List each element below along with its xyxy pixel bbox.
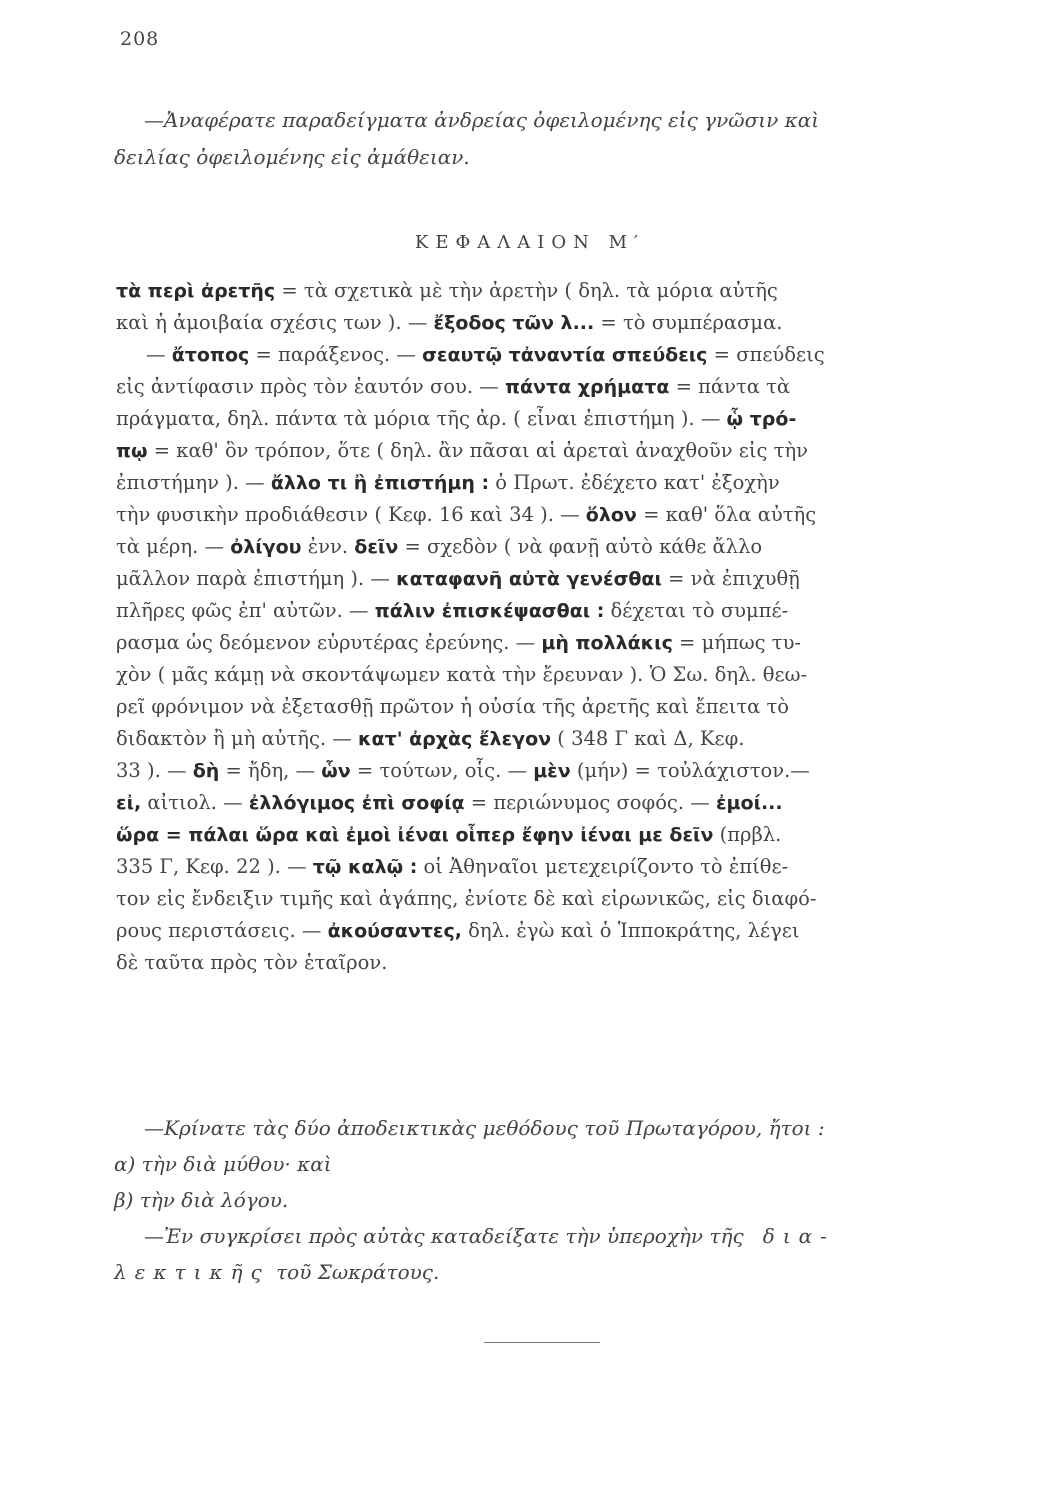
note-line	[116, 915, 990, 947]
commentary-notes	[116, 275, 990, 979]
spaced-word-part-2: λεκτικῆς	[114, 1260, 270, 1284]
note-text: = σχεδὸν ( νὰ φανῇ αὐτὸ κάθε ἄλλο	[398, 535, 763, 558]
spaced-word-part-1: δια-	[762, 1224, 835, 1248]
lemma-term: ὧν	[321, 760, 351, 782]
note-text: = μήπως τυ-	[672, 631, 802, 654]
note-text: ἐπιστήμην ). —	[116, 471, 271, 494]
note-line	[116, 787, 990, 819]
note-text: πράγματα, δηλ. πάντα τὰ μόρια τῆς ἀρ. ( εἶναι ἐπιστήμη ). —	[116, 407, 727, 430]
lemma-term: ὅλον	[585, 504, 637, 526]
note-text: 33 ). —	[116, 759, 193, 782]
lemma-term: πάντα χρήματα	[504, 376, 670, 398]
note-text: = πάντα τὰ	[669, 375, 791, 398]
final-question-line-5	[114, 1254, 994, 1290]
lemma-term: τὰ περὶ ἀρετῆς	[116, 280, 276, 302]
chapter-title: ΚΕΦΑΛΑΙΟΝ Μ′	[414, 232, 646, 253]
note-text: πλῆρες φῶς ἐπ' αὐτῶν. —	[116, 599, 375, 622]
note-text: = τούτων, οἷς. —	[350, 759, 534, 782]
note-line	[116, 883, 990, 915]
note-line	[116, 723, 990, 755]
note-line	[116, 595, 990, 627]
note-line	[116, 275, 990, 307]
final-question-option-b: β) τὴν διὰ λόγου.	[114, 1188, 289, 1212]
final-question-option-a: α) τὴν διὰ μύθου· καὶ	[114, 1152, 332, 1176]
note-text: ἐνν.	[301, 535, 355, 558]
note-text: οἱ Ἀθηναῖοι μετεχειρίζοντο τὸ ἐπίθε-	[417, 855, 789, 878]
note-line	[116, 563, 990, 595]
note-line	[116, 467, 990, 499]
note-text: (μήν) = τοὐλάχιστον.—	[570, 759, 810, 782]
final-question-line-1: —Κρίνατε τὰς δύο ἀποδεικτικὰς μεθόδους τοῦ Πρωταγόρου, ἤτοι :	[144, 1116, 825, 1140]
lemma-term: εἰ,	[116, 792, 142, 814]
note-text: ὁ Πρωτ. ἐδέχετο κατ' ἐξοχὴν	[489, 471, 780, 494]
intro-question-line-2: δειλίας ὀφειλομένης εἰς ἀμάθειαν.	[114, 145, 470, 169]
lemma-term: ἐμοί...	[715, 792, 783, 814]
note-text: = περιώνυμος σοφός. —	[464, 791, 716, 814]
lemma-term: ᾧ τρό-	[726, 408, 797, 430]
lemma-term: πῳ	[116, 440, 148, 462]
lemma-term: ἄτοπος	[171, 344, 250, 366]
note-text: = καθ' ὃν τρόπον, ὅτε ( δηλ. ἂν πᾶσαι αἱ ἀρεταὶ ἀναχθοῦν εἰς τὴν	[147, 439, 809, 462]
note-text: = τὸ συμπέρασμα.	[594, 311, 783, 334]
note-line	[116, 307, 990, 339]
note-text: = σπεύδεις	[707, 343, 825, 366]
note-line	[116, 435, 990, 467]
note-text: ρεῖ φρόνιμον νὰ ἐξετασθῇ πρῶτον ἡ οὐσία τῆς ἀρετῆς καὶ ἔπειτα τὸ	[116, 695, 790, 718]
lemma-term: κατ' ἀρχὰς ἔλεγον	[358, 728, 552, 750]
final-question-line-4	[114, 1218, 994, 1254]
note-text: = νὰ ἐπιχυθῇ	[661, 567, 800, 590]
lemma-term: μὲν	[533, 760, 571, 782]
lemma-term: ἐλλόγιμος ἐπὶ σοφίᾳ	[248, 792, 465, 814]
lemma-term: ὀλίγου	[230, 536, 302, 558]
note-text: χὸν ( μᾶς κάμῃ νὰ σκοντάψωμεν κατὰ τὴν ἔρευναν ). Ὁ Σω. δηλ. θεω-	[116, 663, 808, 686]
note-text: (πρβλ.	[713, 823, 782, 846]
note-text: ρασμα ὡς δεόμενον εὐρυτέρας ἐρεύνης. —	[116, 631, 542, 654]
note-text: εἰς ἀντίφασιν πρὸς τὸν ἑαυτόν σου. —	[116, 375, 505, 398]
note-line	[116, 371, 990, 403]
note-text: διδακτὸν ἢ μὴ αὐτῆς. —	[116, 727, 359, 750]
note-text: δὲ ταῦτα πρὸς τὸν ἑταῖρον.	[116, 951, 388, 974]
lemma-term: πάλιν ἐπισκέψασθαι :	[374, 600, 605, 622]
note-text: τὴν φυσικὴν προδιάθεσιν ( Κεφ. 16 καὶ 34 ). —	[116, 503, 586, 526]
note-line	[116, 819, 990, 851]
note-text: = ἤδη, —	[219, 759, 322, 782]
note-line	[116, 499, 990, 531]
note-text: = παράξενος. —	[249, 343, 423, 366]
note-line	[116, 659, 990, 691]
note-line	[116, 403, 990, 435]
intro-question	[114, 102, 994, 176]
lemma-term: μὴ πολλάκις	[541, 632, 673, 654]
lemma-term: δὴ	[192, 760, 220, 782]
note-text: καὶ ἡ ἀμοιβαία σχέσις των ). —	[116, 311, 434, 334]
note-text: δέχεται τὸ συμπέ-	[604, 599, 789, 622]
lemma-term: καταφανῆ αὐτὰ γενέσθαι	[396, 568, 662, 590]
lemma-term: ἀκούσαντες,	[327, 920, 462, 942]
lemma-term: σεαυτῷ τἀναντία σπεύδεις	[422, 344, 708, 366]
final-question-line-5-end: τοῦ Σωκράτους.	[276, 1260, 440, 1284]
lemma-term: ὥρα = πάλαι ὥρα καὶ ἐμοὶ ἰέναι οἷπερ ἔφην ἰέναι με δεῖν	[116, 824, 714, 846]
note-line	[116, 755, 990, 787]
intro-question-line-1: —Ἀναφέρατε παραδείγματα ἀνδρείας ὀφειλομένης εἰς γνῶσιν καὶ	[144, 108, 820, 132]
final-questions	[114, 1110, 994, 1290]
page-number: 208	[120, 28, 160, 50]
note-line	[116, 691, 990, 723]
lemma-term: τῷ καλῷ :	[312, 856, 418, 878]
note-text: τον εἰς ἔνδειξιν τιμῆς καὶ ἀγάπης, ἐνίοτε δὲ καὶ εἰρωνικῶς, εἰς διαφό-	[116, 887, 817, 910]
note-text: ρους περιστάσεις. —	[116, 919, 328, 942]
note-text: μᾶλλον παρὰ ἐπιστήμη ). —	[116, 567, 397, 590]
lemma-term: ἔξοδος τῶν λ...	[433, 312, 595, 334]
section-divider	[484, 1342, 600, 1343]
note-line	[116, 339, 990, 371]
note-text: αἰτιολ. —	[141, 791, 249, 814]
final-question-line-4-text: —Ἐν συγκρίσει πρὸς αὐτὰς καταδείξατε τὴν ὑπεροχὴν τῆς	[144, 1224, 744, 1248]
note-text: τὰ μέρη. —	[116, 535, 231, 558]
note-line	[116, 627, 990, 659]
note-text: = καθ' ὅλα αὐτῆς	[636, 503, 817, 526]
note-text: ( 348 Γ καὶ Δ, Κεφ.	[551, 727, 745, 750]
note-line	[116, 531, 990, 563]
note-line	[116, 851, 990, 883]
note-text: δηλ. ἐγὼ καὶ ὁ Ἱπποκράτης, λέγει	[461, 919, 800, 942]
lemma-term: ἄλλο τι ἢ ἐπιστήμη :	[270, 472, 490, 494]
note-line	[116, 947, 990, 979]
note-text: = τὰ σχετικὰ μὲ τὴν ἀρετὴν ( δηλ. τὰ μόρια αὐτῆς	[275, 279, 778, 302]
note-text: —	[146, 343, 172, 366]
lemma-term: δεῖν	[354, 536, 399, 558]
note-text: 335 Γ, Κεφ. 22 ). —	[116, 855, 313, 878]
